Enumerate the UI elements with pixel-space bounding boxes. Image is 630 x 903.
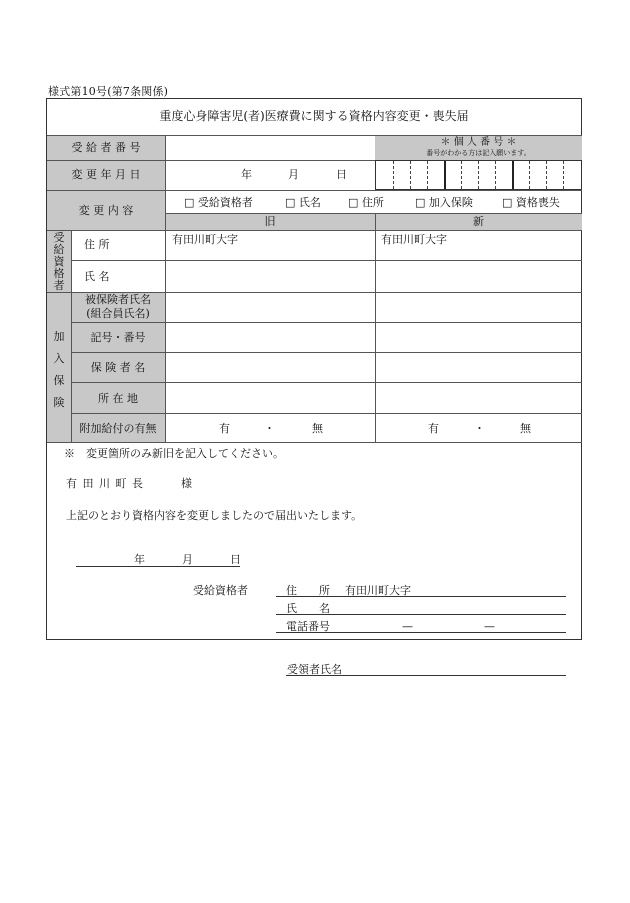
date-day: 日	[336, 168, 347, 181]
option-recipient-checkbox[interactable]: □ 受給資格者	[184, 196, 253, 209]
location-label: 所 在 地	[98, 392, 138, 405]
benefit-old-dot: ・	[264, 422, 275, 435]
applicant-phone-underline	[276, 632, 566, 633]
footer-date-day: 日	[230, 553, 241, 566]
insured-name-label-line2: (組合員氏名)	[86, 307, 150, 320]
my-number-note: 番号がわかる方は記入願います。	[426, 149, 531, 157]
receiver-signature-underline[interactable]	[286, 675, 566, 676]
footer-date-underline	[76, 566, 240, 567]
applicant-name-label: 氏 名	[286, 602, 330, 615]
form-title: 重度心身障害児(者)医療費に関する資格内容変更・喪失届	[159, 109, 469, 123]
name-label-text: 氏 名	[84, 270, 110, 283]
benefit-old-no[interactable]: 無	[312, 422, 323, 435]
option-address-checkbox[interactable]: □ 住所	[348, 196, 384, 209]
date-year: 年	[241, 168, 252, 181]
insurance-group-label: 加入保険	[53, 330, 65, 409]
date-month: 月	[288, 168, 299, 181]
name-new-field[interactable]	[376, 261, 581, 291]
name-label	[84, 270, 154, 283]
recipient-number-field[interactable]	[166, 136, 374, 160]
applicant-address-label: 住 所	[286, 584, 330, 597]
applicant-address-value[interactable]: 有田川町大字	[345, 584, 411, 597]
footer-date-year: 年	[134, 553, 145, 566]
address-old-value[interactable]: 有田川町大字	[172, 233, 238, 246]
my-number-digit-box[interactable]	[375, 160, 582, 190]
change-content-label: 変 更 内 容	[78, 204, 134, 217]
additional-benefit-label: 附加給付の有無	[79, 422, 157, 435]
phone-dash-1: —	[402, 620, 413, 633]
insured-name-label-line1: 被保険者氏名	[85, 293, 151, 306]
footer-date-month: 月	[182, 553, 193, 566]
insurer-name-label: 保 険 者 名	[90, 361, 146, 374]
address-label	[84, 238, 154, 251]
note-text: ※ 変更箇所のみ新旧を記入してください。	[64, 447, 284, 460]
option-name-checkbox[interactable]: □ 氏名	[285, 196, 321, 209]
receiver-signature-label: 受領者氏名	[287, 663, 342, 676]
applicant-label: 受給資格者	[193, 584, 248, 597]
applicant-name-underline	[276, 614, 566, 615]
option-loss-checkbox[interactable]: □ 資格喪失	[502, 196, 560, 209]
phone-dash-2: —	[484, 620, 495, 633]
option-insurance-checkbox[interactable]: □ 加入保険	[415, 196, 473, 209]
statement-text: 上記のとおり資格内容を変更しましたので届出いたします。	[66, 509, 363, 522]
my-number-title: ＊ 個 人 番 号 ＊	[440, 137, 517, 148]
change-date-label: 変 更 年 月 日	[71, 168, 141, 181]
addressee: 有 田 川 町 長	[66, 477, 144, 490]
honorific: 様	[181, 477, 192, 490]
benefit-old-yes[interactable]: 有	[219, 422, 230, 435]
code-number-label: 記号・番号	[90, 331, 146, 344]
applicant-address-underline	[276, 596, 566, 597]
old-column-header: 旧	[264, 215, 276, 228]
benefit-new-yes[interactable]: 有	[428, 422, 439, 435]
benefit-new-dot: ・	[474, 422, 485, 435]
applicant-phone-label: 電話番号	[286, 620, 330, 633]
benefit-new-no[interactable]: 無	[520, 422, 531, 435]
address-label-text: 住 所	[84, 238, 110, 251]
recipient-number-label: 受 給 者 番 号	[71, 141, 141, 154]
recipient-group-label: 受給資格者	[53, 231, 65, 292]
new-column-header: 新	[473, 215, 484, 228]
address-new-value[interactable]: 有田川町大字	[381, 233, 447, 246]
name-old-field[interactable]	[166, 261, 374, 291]
form-number: 様式第10号(第7条関係)	[48, 85, 169, 98]
